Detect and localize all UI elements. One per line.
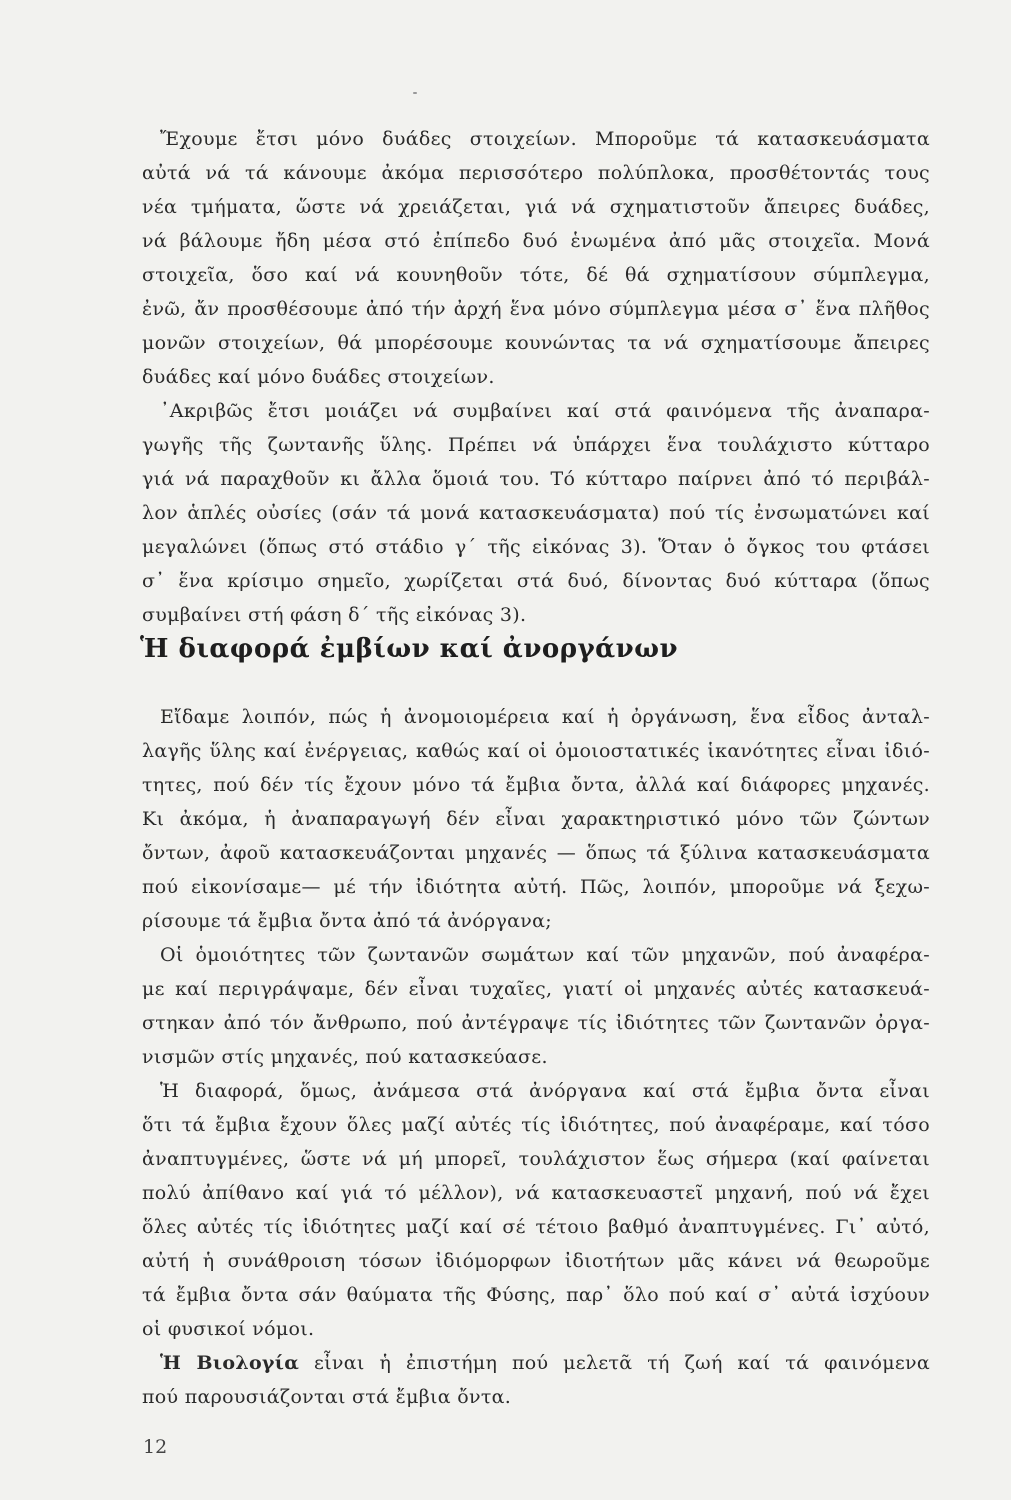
text-line: μονῶν στοιχείων, θά μπορέσουμε κουνώντας τα νά σχηματίσουμε ἄπειρες bbox=[142, 332, 930, 354]
text-line: πού εἰκονίσαμε— μέ τήν ἰδιότητα αὐτή. Πῶς, λοιπόν, μποροῦμε νά ξεχω- bbox=[142, 876, 930, 898]
bold-term-biology: Ἡ Βιολογία bbox=[160, 1352, 300, 1374]
text-line: νά βάλουμε ἤδη μέσα στό ἐπίπεδο δυό ἑνωμένα ἀπό μᾶς στοιχεῖα. Μονά bbox=[142, 230, 930, 252]
text-line: Ἡ διαφορά, ὅμως, ἀνάμεσα στά ἀνόργανα καί στά ἔμβια ὄντα εἶναι bbox=[160, 1080, 930, 1102]
text-line: γιά νά παραχθοῦν κι ἄλλα ὅμοιά του. Τό κύτταρο παίρνει ἀπό τό περιβάλ- bbox=[142, 468, 930, 490]
text-line: μεγαλώνει (ὅπως στό στάδιο γ΄ τῆς εἰκόνας 3). Ὅταν ὁ ὄγκος του φτάσει bbox=[142, 536, 930, 558]
text-line: γωγῆς τῆς ζωντανῆς ὕλης. Πρέπει νά ὑπάρχει ἕνα τουλάχιστο κύτταρο bbox=[142, 434, 930, 456]
text-line: αὐτά νά τά κάνουμε ἀκόμα περισσότερο πολύπλοκα, προσθέτοντάς τους bbox=[142, 162, 930, 184]
text-line: τητες, πού δέν τίς ἔχουν μόνο τά ἔμβια ὄντα, ἀλλά καί διάφορες μηχανές. bbox=[142, 774, 930, 796]
text-line: πολύ ἀπίθανο καί γιά τό μέλλον), νά κατασκευαστεῖ μηχανή, πού νά ἔχει bbox=[142, 1182, 930, 1204]
text-line: ὅτι τά ἔμβια ἔχουν ὅλες μαζί αὐτές τίς ἰδιότητες, πού ἀναφέραμε, καί τόσο bbox=[142, 1114, 930, 1136]
text-line: τά ἔμβια ὄντα σάν θαύματα τῆς Φύσης, παρ᾽ ὅλο πού καί σ᾽ αὐτά ἰσχύουν bbox=[142, 1284, 930, 1306]
text-line: νέα τμήματα, ὥστε νά χρειάζεται, γιά νά σχηματιστοῦν ἄπειρες δυάδες, bbox=[142, 196, 930, 218]
text-line: οἱ φυσικοί νόμοι. bbox=[142, 1318, 315, 1340]
text-line: λαγῆς ὕλης καί ἐνέργειας, καθώς καί οἱ ὁμοιοστατικές ἱκανότητες εἶναι ἰδιό- bbox=[142, 740, 930, 762]
text-line bbox=[160, 1350, 930, 1376]
text-line: ὅλες αὐτές τίς ἰδιότητες μαζί καί σέ τέτοιο βαθμό ἀναπτυγμένες. Γι᾽ αὐτό, bbox=[142, 1216, 930, 1238]
section-heading: Ἡ διαφορά ἐμβίων καί ἀνοργάνων bbox=[140, 634, 678, 664]
text-line: δυάδες καί μόνο δυάδες στοιχείων. bbox=[142, 366, 495, 388]
text-line: με καί περιγράψαμε, δέν εἶναι τυχαῖες, γιατί οἱ μηχανές αὐτές κατασκευά- bbox=[142, 978, 930, 1000]
text-line: ἐνῶ, ἄν προσθέσουμε ἀπό τήν ἀρχή ἕνα μόνο σύμπλεγμα μέσα σ᾽ ἕνα πλῆθος bbox=[142, 298, 930, 320]
text-line: ἀναπτυγμένες, ὥστε νά μή μπορεῖ, τουλάχιστον ἕως σήμερα (καί φαίνεται bbox=[142, 1148, 930, 1170]
text-line: στηκαν ἀπό τόν ἄνθρωπο, πού ἀντέγραψε τίς ἰδιότητες τῶν ζωντανῶν ὀργα- bbox=[142, 1012, 930, 1034]
text-line: στοιχεῖα, ὅσο καί νά κουνηθοῦν τότε, δέ θά σχηματίσουν σύμπλεγμα, bbox=[142, 264, 930, 286]
text-line: σ᾽ ἕνα κρίσιμο σημεῖο, χωρίζεται στά δυό, δίνοντας δυό κύτταρα (ὅπως bbox=[142, 570, 930, 592]
text-line: νισμῶν στίς μηχανές, πού κατασκεύασε. bbox=[142, 1046, 548, 1068]
text-line: ᾿Ακριβῶς ἔτσι μοιάζει νά συμβαίνει καί στά φαινόμενα τῆς ἀναπαρα- bbox=[160, 400, 930, 422]
text-line: συμβαίνει στή φάση δ΄ τῆς εἰκόνας 3). bbox=[142, 604, 527, 626]
text-line: λον ἁπλές οὐσίες (σάν τά μονά κατασκευάσματα) πού τίς ἐνσωματώνει καί bbox=[142, 502, 930, 524]
text-line: ὄντων, ἀφοῦ κατασκευάζονται μηχανές — ὅπως τά ξύλινα κατασκευάσματα bbox=[142, 842, 930, 864]
text-line: ρίσουμε τά ἔμβια ὄντα ἀπό τά ἀνόργανα; bbox=[142, 910, 552, 932]
text-line: Ἔχουμε ἔτσι μόνο δυάδες στοιχείων. Μποροῦμε τά κατασκευάσματα bbox=[160, 128, 930, 150]
text-line: αὐτή ἡ συνάθροιση τόσων ἰδιόμορφων ἰδιοτήτων μᾶς κάνει νά θεωροῦμε bbox=[142, 1250, 930, 1272]
page-number: 12 bbox=[143, 1436, 168, 1458]
scan-speck bbox=[413, 92, 417, 94]
text-line: Οἱ ὁμοιότητες τῶν ζωντανῶν σωμάτων καί τῶν μηχανῶν, πού ἀναφέρα- bbox=[160, 944, 930, 966]
text-line: Κι ἀκόμα, ἡ ἀναπαραγωγή δέν εἶναι χαρακτηριστικό μόνο τῶν ζώντων bbox=[142, 808, 930, 830]
text-span: εἶναι ἡ ἐπιστήμη πού μελετᾶ τή ζωή καί τά φαινόμενα bbox=[299, 1352, 930, 1374]
text-line: Εἴδαμε λοιπόν, πώς ἡ ἀνομοιομέρεια καί ἡ ὀργάνωση, ἕνα εἶδος ἀνταλ- bbox=[160, 706, 930, 728]
text-line: πού παρουσιάζονται στά ἔμβια ὄντα. bbox=[142, 1386, 512, 1408]
